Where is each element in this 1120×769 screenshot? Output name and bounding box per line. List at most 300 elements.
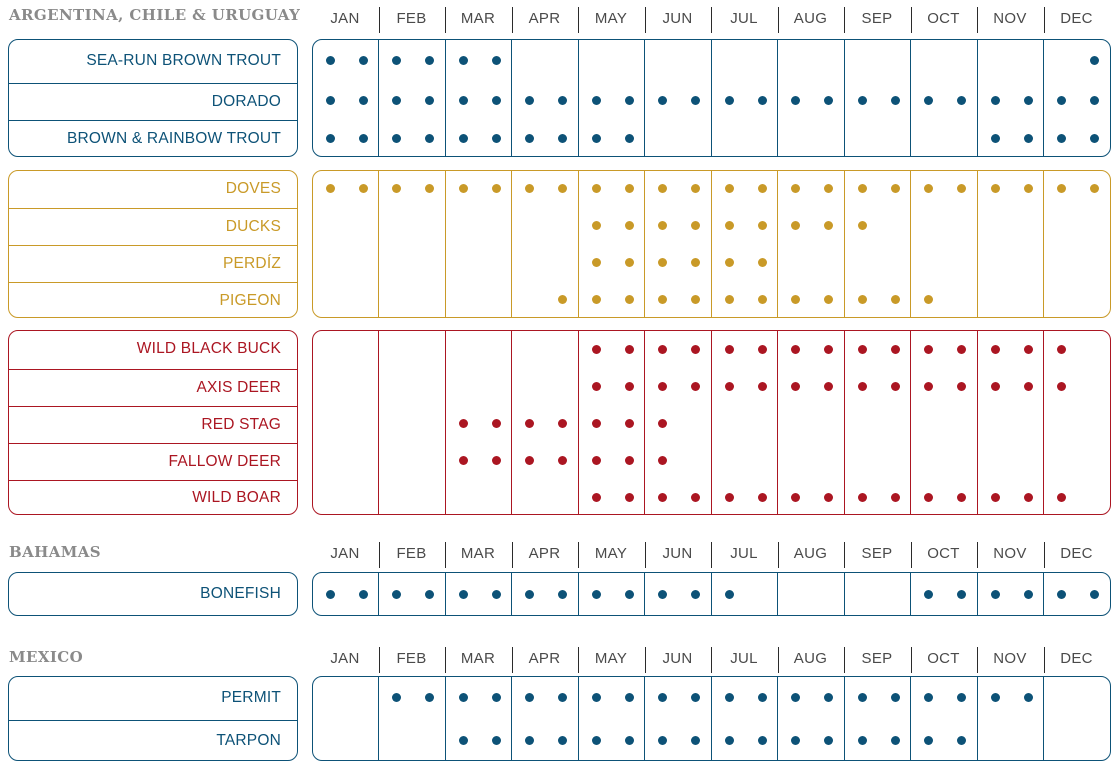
month-column-divider <box>644 573 645 615</box>
species-label: PERMIT <box>221 689 281 706</box>
season-dot <box>791 736 800 745</box>
season-dot <box>1024 382 1033 391</box>
season-dot <box>725 590 734 599</box>
season-dot <box>858 736 867 745</box>
month-separator <box>578 7 579 33</box>
season-dot <box>1090 184 1099 193</box>
season-dot <box>658 590 667 599</box>
season-dot <box>924 184 933 193</box>
season-dot <box>359 96 368 105</box>
season-dot <box>459 56 468 65</box>
season-dot <box>991 382 1000 391</box>
season-dot <box>858 96 867 105</box>
season-dot <box>791 693 800 702</box>
region-title: ARGENTINA, CHILE & URUGUAY <box>9 6 301 24</box>
season-dot <box>625 456 634 465</box>
season-dot <box>658 382 667 391</box>
season-dot <box>625 134 634 143</box>
season-dot <box>991 590 1000 599</box>
season-dot <box>359 134 368 143</box>
season-dot <box>592 693 601 702</box>
month-label: MAR <box>460 545 496 562</box>
season-dot <box>858 184 867 193</box>
season-dot <box>625 493 634 502</box>
month-column-divider <box>511 573 512 615</box>
season-dot <box>758 221 767 230</box>
season-dot <box>592 382 601 391</box>
month-column-divider <box>378 40 379 156</box>
month-column-divider <box>777 677 778 760</box>
season-dot <box>691 493 700 502</box>
month-column-divider <box>511 677 512 760</box>
species-label: BONEFISH <box>200 585 281 602</box>
month-label: SEP <box>861 650 893 667</box>
month-column-divider <box>578 171 579 317</box>
season-dot <box>957 493 966 502</box>
month-column-divider <box>711 171 712 317</box>
month-separator <box>911 647 912 673</box>
season-dot <box>858 382 867 391</box>
season-dot <box>691 693 700 702</box>
season-dot <box>1090 56 1099 65</box>
month-column-divider <box>644 677 645 760</box>
month-column-divider <box>511 40 512 156</box>
season-dot <box>558 590 567 599</box>
season-dot <box>824 736 833 745</box>
season-dot <box>891 96 900 105</box>
season-dot <box>1024 590 1033 599</box>
season-dot <box>725 493 734 502</box>
month-separator <box>445 542 446 568</box>
season-dot <box>858 295 867 304</box>
season-dot <box>625 345 634 354</box>
season-dot <box>1057 134 1066 143</box>
season-dot <box>459 134 468 143</box>
month-column-divider <box>910 171 911 317</box>
season-dot <box>1057 382 1066 391</box>
month-separator <box>645 542 646 568</box>
month-label: JUN <box>662 545 693 562</box>
month-separator <box>1044 542 1045 568</box>
season-dot <box>625 295 634 304</box>
species-label-box <box>8 170 298 318</box>
month-column-divider <box>578 677 579 760</box>
season-dot <box>725 693 734 702</box>
season-dot <box>1024 493 1033 502</box>
month-label: JAN <box>330 650 360 667</box>
month-column-divider <box>578 331 579 514</box>
season-dot <box>592 345 601 354</box>
season-dot <box>758 184 767 193</box>
season-dot <box>525 134 534 143</box>
season-dot <box>924 590 933 599</box>
month-column-divider <box>445 171 446 317</box>
season-dot <box>924 493 933 502</box>
month-label: AUG <box>793 10 828 27</box>
season-dot <box>1057 590 1066 599</box>
month-column-divider <box>844 171 845 317</box>
month-separator <box>1044 7 1045 33</box>
month-label: NOV <box>993 10 1027 27</box>
month-column-divider <box>378 171 379 317</box>
season-dot <box>924 295 933 304</box>
season-dot <box>691 382 700 391</box>
season-dot <box>658 96 667 105</box>
month-column-divider <box>511 171 512 317</box>
month-column-divider <box>711 331 712 514</box>
month-column-divider <box>777 171 778 317</box>
season-dot <box>1090 134 1099 143</box>
season-dot <box>924 96 933 105</box>
month-separator <box>445 647 446 673</box>
month-separator <box>445 7 446 33</box>
season-dot <box>1024 345 1033 354</box>
season-dot <box>1024 96 1033 105</box>
season-dot <box>957 590 966 599</box>
season-dot <box>991 134 1000 143</box>
season-dot <box>658 493 667 502</box>
season-dot <box>625 221 634 230</box>
season-dot <box>625 590 634 599</box>
season-dot <box>691 221 700 230</box>
species-label: PERDÍZ <box>9 245 297 282</box>
season-dot <box>658 345 667 354</box>
season-dot <box>891 345 900 354</box>
season-dot <box>791 382 800 391</box>
season-dot <box>1057 493 1066 502</box>
season-dot <box>392 184 401 193</box>
season-grid <box>312 170 1111 318</box>
month-label: AUG <box>793 650 828 667</box>
season-dot <box>1057 184 1066 193</box>
season-dot <box>425 693 434 702</box>
season-dot <box>326 590 335 599</box>
season-dot <box>824 693 833 702</box>
season-dot <box>425 590 434 599</box>
season-dot <box>991 493 1000 502</box>
month-separator <box>379 542 380 568</box>
season-dot <box>592 590 601 599</box>
month-label: DEC <box>1060 10 1093 27</box>
season-dot <box>658 693 667 702</box>
season-dot <box>392 590 401 599</box>
month-separator <box>578 542 579 568</box>
month-label: SEP <box>861 10 893 27</box>
season-dot <box>1057 96 1066 105</box>
season-dot <box>957 382 966 391</box>
month-label: JAN <box>330 545 360 562</box>
season-dot <box>658 258 667 267</box>
season-dot <box>425 134 434 143</box>
season-dot <box>991 96 1000 105</box>
season-dot <box>791 96 800 105</box>
month-label: APR <box>528 10 561 27</box>
season-dot <box>891 493 900 502</box>
season-dot <box>824 221 833 230</box>
season-dot <box>791 221 800 230</box>
month-separator <box>844 7 845 33</box>
season-dot <box>1057 345 1066 354</box>
season-dot <box>1024 184 1033 193</box>
season-dot <box>492 590 501 599</box>
month-column-divider <box>910 677 911 760</box>
season-dot <box>558 184 567 193</box>
season-dot <box>858 493 867 502</box>
season-dot <box>592 295 601 304</box>
month-label: JUL <box>730 10 758 27</box>
season-dot <box>425 184 434 193</box>
season-dot <box>592 96 601 105</box>
month-label: NOV <box>993 650 1027 667</box>
season-dot <box>425 96 434 105</box>
month-column-divider <box>1043 40 1044 156</box>
season-dot <box>824 382 833 391</box>
season-dot <box>625 96 634 105</box>
month-separator <box>977 542 978 568</box>
season-dot <box>791 295 800 304</box>
species-label: DOVES <box>225 180 281 197</box>
species-label: WILD BLACK BUCK <box>136 340 281 357</box>
season-dot <box>824 345 833 354</box>
season-dot <box>625 693 634 702</box>
season-dot <box>492 419 501 428</box>
season-dot <box>957 184 966 193</box>
month-column-divider <box>1043 171 1044 317</box>
season-dot <box>459 456 468 465</box>
season-dot <box>758 295 767 304</box>
month-label: NOV <box>993 545 1027 562</box>
season-dot <box>725 96 734 105</box>
season-dot <box>991 345 1000 354</box>
month-label: FEB <box>396 10 427 27</box>
month-column-divider <box>1043 331 1044 514</box>
species-label: DUCKS <box>9 208 297 245</box>
season-dot <box>658 419 667 428</box>
season-dot <box>758 493 767 502</box>
month-column-divider <box>378 677 379 760</box>
season-dot <box>1090 96 1099 105</box>
season-dot <box>658 221 667 230</box>
month-column-divider <box>844 331 845 514</box>
season-dot <box>924 345 933 354</box>
season-dot <box>392 96 401 105</box>
month-column-divider <box>578 573 579 615</box>
season-grid <box>312 330 1111 515</box>
season-dot <box>459 590 468 599</box>
season-dot <box>525 736 534 745</box>
species-label-box <box>8 330 298 515</box>
month-column-divider <box>777 40 778 156</box>
month-column-divider <box>777 573 778 615</box>
season-dot <box>891 295 900 304</box>
season-dot <box>558 693 567 702</box>
season-dot <box>492 134 501 143</box>
month-column-divider <box>511 331 512 514</box>
season-dot <box>1024 134 1033 143</box>
month-column-divider <box>711 40 712 156</box>
month-separator <box>578 647 579 673</box>
season-dot <box>459 693 468 702</box>
month-label: JUN <box>662 10 693 27</box>
season-dot <box>558 295 567 304</box>
season-dot <box>558 419 567 428</box>
month-column-divider <box>644 40 645 156</box>
season-dot <box>691 295 700 304</box>
season-dot <box>791 493 800 502</box>
month-separator <box>379 647 380 673</box>
species-label: BROWN & RAINBOW TROUT <box>9 120 297 157</box>
season-dot <box>725 382 734 391</box>
month-column-divider <box>378 331 379 514</box>
season-dot <box>691 590 700 599</box>
month-column-divider <box>445 573 446 615</box>
season-dot <box>957 345 966 354</box>
month-column-divider <box>910 573 911 615</box>
season-dot <box>359 56 368 65</box>
month-column-divider <box>777 331 778 514</box>
season-dot <box>492 56 501 65</box>
season-dot <box>492 456 501 465</box>
season-dot <box>625 382 634 391</box>
month-label: SEP <box>861 545 893 562</box>
season-dot <box>824 184 833 193</box>
season-dot <box>459 96 468 105</box>
season-dot <box>625 736 634 745</box>
season-dot <box>858 693 867 702</box>
month-column-divider <box>977 677 978 760</box>
season-dot <box>891 184 900 193</box>
month-label: MAR <box>460 10 496 27</box>
season-dot <box>1024 693 1033 702</box>
season-dot <box>991 184 1000 193</box>
season-dot <box>392 693 401 702</box>
species-label: DORADO <box>9 83 297 120</box>
species-label-box <box>8 676 298 761</box>
season-dot <box>492 96 501 105</box>
species-label: WILD BOAR <box>9 480 297 515</box>
month-separator <box>379 7 380 33</box>
season-dot <box>791 184 800 193</box>
month-separator <box>1044 647 1045 673</box>
season-dot <box>592 493 601 502</box>
season-dot <box>957 693 966 702</box>
season-dot <box>492 184 501 193</box>
season-dot <box>425 56 434 65</box>
season-dot <box>326 184 335 193</box>
month-separator <box>844 647 845 673</box>
month-label: AUG <box>793 545 828 562</box>
season-dot <box>758 736 767 745</box>
season-dot <box>525 184 534 193</box>
season-dot <box>858 221 867 230</box>
month-column-divider <box>1043 573 1044 615</box>
season-dot <box>592 736 601 745</box>
season-dot <box>392 56 401 65</box>
species-label: PIGEON <box>9 282 297 318</box>
season-dot <box>492 736 501 745</box>
month-label: JUL <box>730 545 758 562</box>
month-column-divider <box>977 171 978 317</box>
season-dot <box>725 184 734 193</box>
month-separator <box>645 7 646 33</box>
month-separator <box>645 647 646 673</box>
month-separator <box>711 647 712 673</box>
month-separator <box>711 542 712 568</box>
season-dot <box>392 134 401 143</box>
season-dot <box>525 590 534 599</box>
month-label: OCT <box>927 10 960 27</box>
month-separator <box>512 542 513 568</box>
season-dot <box>359 184 368 193</box>
month-label: APR <box>528 650 561 667</box>
season-dot <box>691 258 700 267</box>
season-dot <box>691 736 700 745</box>
month-separator <box>512 7 513 33</box>
species-label-box <box>8 39 298 157</box>
season-dot <box>891 382 900 391</box>
season-grid <box>312 39 1111 157</box>
month-label: MAY <box>594 650 628 667</box>
season-dot <box>824 295 833 304</box>
month-separator <box>977 7 978 33</box>
month-column-divider <box>910 331 911 514</box>
month-column-divider <box>977 331 978 514</box>
month-column-divider <box>844 40 845 156</box>
season-dot <box>625 419 634 428</box>
season-dot <box>459 184 468 193</box>
season-dot <box>824 96 833 105</box>
month-label: OCT <box>927 545 960 562</box>
season-dot <box>824 493 833 502</box>
season-dot <box>558 134 567 143</box>
season-dot <box>459 419 468 428</box>
season-dot <box>725 221 734 230</box>
season-dot <box>891 736 900 745</box>
season-dot <box>658 184 667 193</box>
month-separator <box>977 647 978 673</box>
season-dot <box>725 736 734 745</box>
season-dot <box>891 693 900 702</box>
season-dot <box>592 221 601 230</box>
season-grid <box>312 572 1111 616</box>
month-column-divider <box>1043 677 1044 760</box>
season-dot <box>658 736 667 745</box>
season-dot <box>758 258 767 267</box>
season-dot <box>459 736 468 745</box>
species-label: FALLOW DEER <box>9 443 297 480</box>
month-column-divider <box>644 331 645 514</box>
season-dot <box>558 456 567 465</box>
season-dot <box>492 693 501 702</box>
season-dot <box>525 456 534 465</box>
season-dot <box>658 295 667 304</box>
month-separator <box>911 7 912 33</box>
season-dot <box>592 184 601 193</box>
season-dot <box>924 693 933 702</box>
month-label: OCT <box>927 650 960 667</box>
season-dot <box>558 96 567 105</box>
month-label: FEB <box>396 545 427 562</box>
month-column-divider <box>844 573 845 615</box>
season-dot <box>326 96 335 105</box>
season-dot <box>558 736 567 745</box>
season-dot <box>725 258 734 267</box>
season-dot <box>924 382 933 391</box>
month-column-divider <box>711 677 712 760</box>
month-label: MAY <box>594 10 628 27</box>
season-dot <box>758 96 767 105</box>
season-dot <box>525 96 534 105</box>
